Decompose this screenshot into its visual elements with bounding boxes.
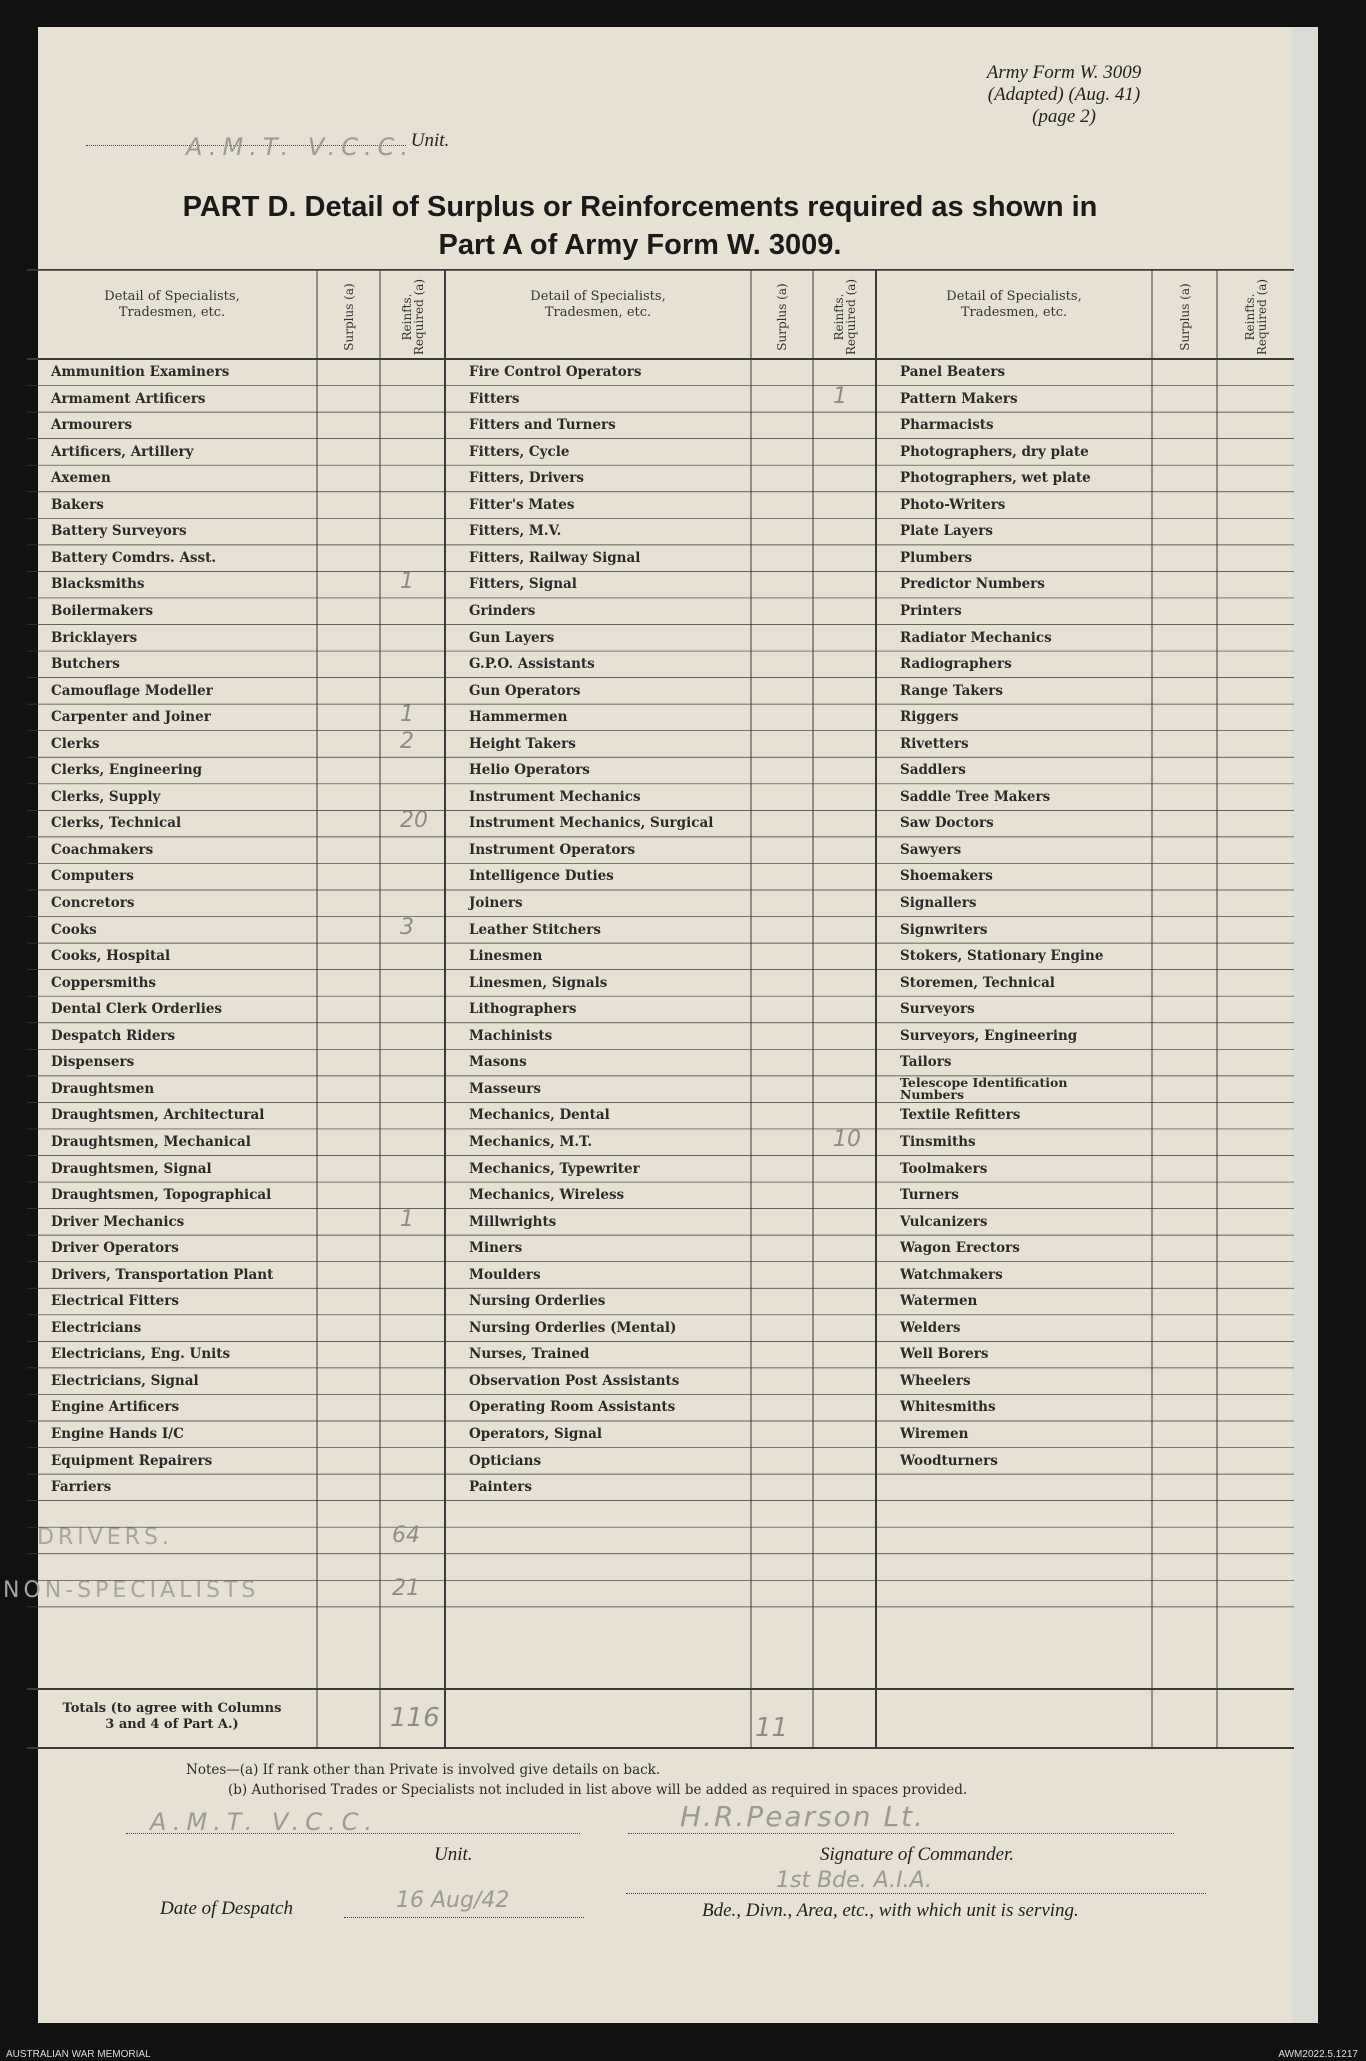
commander-signature-label: Signature of Commander. bbox=[820, 1844, 1015, 1865]
trade-2-14: Hammermen bbox=[469, 709, 568, 726]
form-reference bbox=[934, 62, 1194, 128]
trade-3-6: Photo-Writers bbox=[900, 496, 1006, 513]
trade-3-32: Turners bbox=[900, 1187, 959, 1204]
trade-3-30: Tinsmiths bbox=[900, 1133, 976, 1150]
trade-2-33: Millwrights bbox=[469, 1213, 557, 1230]
trade-1-33: Driver Mechanics bbox=[51, 1213, 185, 1230]
column-header-detail-line1: Detail of Specialists, bbox=[104, 289, 240, 304]
trade-3-22: Signwriters bbox=[900, 921, 988, 938]
trade-1-41: Engine Hands I/C bbox=[51, 1426, 184, 1442]
trade-3-37: Welders bbox=[900, 1319, 961, 1336]
trade-1-26: Despatch Riders bbox=[51, 1027, 176, 1044]
trade-1-31: Draughtsmen, Signal bbox=[51, 1160, 212, 1177]
trade-1-21: Concretors bbox=[51, 895, 135, 911]
trade-3-10: Printers bbox=[900, 602, 962, 619]
trade-2-37: Nursing Orderlies (Mental) bbox=[469, 1319, 677, 1336]
trade-2-3: Fitters and Turners bbox=[469, 417, 616, 434]
trade-3-11: Radiator Mechanics bbox=[900, 629, 1052, 646]
trade-1-20: Computers bbox=[51, 868, 134, 885]
trade-3-21: Signallers bbox=[900, 895, 977, 911]
handwritten-extra-label-2: NON-SPECIALISTS bbox=[3, 1578, 260, 1604]
footer-credit: AUSTRALIAN WAR MEMORIAL bbox=[6, 2049, 151, 2060]
column-header-detail-line2: Tradesmen, etc. bbox=[544, 305, 652, 320]
bde-line bbox=[626, 1893, 1206, 1894]
trade-1-1: Ammunition Examiners bbox=[51, 364, 230, 380]
trade-1-22: Cooks bbox=[51, 921, 97, 938]
reinfts-header-text bbox=[1244, 279, 1268, 355]
trade-1-8: Battery Comdrs. Asst. bbox=[51, 549, 217, 566]
trade-2-11: Gun Layers bbox=[469, 629, 555, 646]
totals-label bbox=[47, 1701, 297, 1733]
trade-2-43: Painters bbox=[469, 1479, 533, 1496]
trade-1-38: Electricians, Eng. Units bbox=[51, 1346, 231, 1363]
trade-3-2: Pattern Makers bbox=[900, 390, 1018, 407]
trade-2-13: Gun Operators bbox=[469, 682, 581, 699]
trade-3-7: Plate Layers bbox=[900, 523, 993, 540]
handwritten-extra-label-1: DRIVERS. bbox=[37, 1525, 173, 1551]
trade-3-36: Watermen bbox=[900, 1293, 978, 1310]
reinfts-header-line1: Reinfts. bbox=[831, 293, 846, 341]
unit-top-label: Unit. bbox=[410, 130, 450, 151]
column-header-detail-line2: Tradesmen, etc. bbox=[118, 305, 226, 320]
trade-2-17: Instrument Mechanics bbox=[469, 788, 641, 805]
trade-2-36: Nursing Orderlies bbox=[469, 1293, 606, 1310]
paper-edge-strip bbox=[1292, 27, 1318, 2023]
handwritten-driver-mechanics: 1 bbox=[400, 1206, 414, 1232]
trade-3-18: Saw Doctors bbox=[900, 815, 994, 832]
trade-2-35: Moulders bbox=[469, 1266, 541, 1283]
trade-3-13: Range Takers bbox=[900, 682, 1003, 699]
trade-1-24: Coppersmiths bbox=[51, 974, 156, 991]
unit-signature-label: Unit. bbox=[434, 1844, 473, 1865]
trade-3-14: Riggers bbox=[900, 709, 959, 726]
trade-2-18: Instrument Mechanics, Surgical bbox=[469, 815, 714, 832]
trade-1-5: Axemen bbox=[51, 470, 111, 487]
trade-3-25: Surveyors bbox=[900, 1001, 975, 1018]
trade-2-28: Masseurs bbox=[469, 1080, 542, 1097]
column-header-reinfts-1 bbox=[383, 277, 443, 357]
trade-1-16: Clerks, Engineering bbox=[51, 762, 203, 779]
trade-1-37: Electricians bbox=[51, 1319, 142, 1336]
column-header-detail-line1: Detail of Specialists, bbox=[946, 289, 1082, 304]
trade-1-7: Battery Surveyors bbox=[51, 523, 187, 540]
column-header-surplus-3 bbox=[1155, 277, 1215, 357]
trade-1-17: Clerks, Supply bbox=[51, 788, 161, 805]
trade-3-39: Wheelers bbox=[900, 1372, 971, 1389]
notes bbox=[186, 1760, 967, 1800]
trade-2-2: Fitters bbox=[469, 390, 520, 407]
trade-2-12: G.P.O. Assistants bbox=[469, 656, 595, 673]
totals-label-line2: 3 and 4 of Part A.) bbox=[105, 1717, 239, 1732]
handwritten-clerks-technical: 20 bbox=[400, 808, 428, 834]
form-ref-line3: (page 2) bbox=[1032, 106, 1096, 127]
column-header-surplus-2 bbox=[752, 277, 812, 357]
trade-1-3: Armourers bbox=[51, 417, 133, 434]
surplus-header-text: Surplus (a) bbox=[775, 283, 789, 351]
trade-1-14: Carpenter and Joiner bbox=[51, 709, 211, 726]
trade-3-1: Panel Beaters bbox=[900, 364, 1006, 380]
trade-1-25: Dental Clerk Orderlies bbox=[51, 1001, 223, 1018]
reinfts-header-line1: Reinfts. bbox=[399, 293, 414, 341]
trade-2-15: Height Takers bbox=[469, 735, 576, 752]
trade-2-32: Mechanics, Wireless bbox=[469, 1187, 625, 1204]
trade-3-27: Tailors bbox=[900, 1054, 952, 1071]
surplus-header-text: Surplus (a) bbox=[1177, 283, 1192, 351]
title-line1: PART D. Detail of Surplus or Reinforcements required as shown in bbox=[182, 191, 1098, 223]
column-header-detail-1 bbox=[27, 289, 317, 321]
trade-2-16: Helio Operators bbox=[469, 762, 590, 779]
trade-2-40: Operating Room Assistants bbox=[469, 1399, 676, 1416]
trade-2-42: Opticians bbox=[469, 1452, 542, 1469]
trade-2-10: Grinders bbox=[469, 602, 536, 619]
trade-1-23: Cooks, Hospital bbox=[51, 948, 171, 965]
trade-3-4: Photographers, dry plate bbox=[900, 443, 1089, 460]
trade-1-13: Camouflage Modeller bbox=[51, 682, 213, 699]
note-b: (b) Authorised Trades or Specialists not included in list above will be added as required in spaces provided. bbox=[228, 1782, 968, 1798]
bde-label: Bde., Divn., Area, etc., with which unit is serving. bbox=[702, 1900, 1079, 1921]
despatch-date-handwritten: 16 Aug/42 bbox=[396, 1888, 510, 1913]
totals-label-line1: Totals (to agree with Columns bbox=[62, 1701, 282, 1716]
trade-3-20: Shoemakers bbox=[900, 868, 993, 885]
column-header-reinfts-2 bbox=[815, 277, 875, 357]
title-line2: Part A of Army Form W. 3009. bbox=[438, 229, 842, 261]
trade-1-4: Artificers, Artillery bbox=[51, 443, 194, 460]
trade-3-15: Rivetters bbox=[900, 735, 969, 752]
trade-1-27: Dispensers bbox=[51, 1054, 135, 1071]
trade-2-6: Fitter's Mates bbox=[469, 496, 575, 513]
trade-1-10: Boilermakers bbox=[51, 602, 154, 619]
trade-1-18: Clerks, Technical bbox=[51, 815, 182, 832]
commander-signature-handwritten: H.R.Pearson Lt. bbox=[680, 1800, 925, 1833]
trade-1-9: Blacksmiths bbox=[51, 576, 145, 593]
trade-3-38: Well Borers bbox=[900, 1346, 989, 1363]
trade-1-32: Draughtsmen, Topographical bbox=[51, 1187, 272, 1204]
trade-3-29: Textile Refitters bbox=[900, 1107, 1021, 1124]
handwritten-blacksmiths: 1 bbox=[400, 569, 414, 595]
trade-2-26: Machinists bbox=[469, 1027, 553, 1044]
trade-2-7: Fitters, M.V. bbox=[469, 523, 562, 540]
handwritten-cooks: 3 bbox=[400, 914, 414, 940]
trade-1-30: Draughtsmen, Mechanical bbox=[51, 1133, 251, 1150]
reinfts-header-line2: Required (a) bbox=[843, 278, 858, 356]
trade-3-16: Saddlers bbox=[900, 762, 966, 779]
unit-top-handwritten: A.M.T. V.C.C. bbox=[186, 133, 414, 161]
trade-2-22: Leather Stitchers bbox=[469, 921, 601, 938]
trade-3-40: Whitesmiths bbox=[900, 1399, 996, 1416]
trade-2-4: Fitters, Cycle bbox=[469, 443, 570, 460]
trade-2-29: Mechanics, Dental bbox=[469, 1107, 610, 1124]
trade-1-42: Equipment Repairers bbox=[51, 1452, 213, 1469]
handwritten-clerks: 2 bbox=[400, 728, 414, 754]
unit-signature-handwritten: A.M.T. V.C.C. bbox=[150, 1808, 378, 1836]
trade-3-35: Watchmakers bbox=[900, 1266, 1003, 1283]
trade-2-30: Mechanics, M.T. bbox=[469, 1133, 593, 1150]
trade-2-34: Miners bbox=[469, 1240, 523, 1257]
trade-3-31: Toolmakers bbox=[900, 1160, 988, 1177]
trade-3-9: Predictor Numbers bbox=[900, 576, 1045, 593]
reinfts-header-text bbox=[401, 279, 425, 355]
trade-3-17: Saddle Tree Makers bbox=[900, 788, 1051, 805]
handwritten-extra-value-1: 64 bbox=[392, 1523, 420, 1549]
trade-2-8: Fitters, Railway Signal bbox=[469, 549, 641, 566]
trade-3-41: Wiremen bbox=[900, 1426, 969, 1442]
form-ref-line2: (Adapted) (Aug. 41) bbox=[987, 84, 1141, 105]
note-a: Notes—(a) If rank other than Private is involved give details on back. bbox=[186, 1762, 661, 1778]
trade-3-24: Storemen, Technical bbox=[900, 974, 1055, 991]
page-title bbox=[0, 188, 1280, 264]
trade-3-33: Vulcanizers bbox=[900, 1213, 988, 1230]
handwritten-extra-value-2: 21 bbox=[392, 1576, 420, 1602]
trade-2-39: Observation Post Assistants bbox=[469, 1372, 680, 1389]
form-ref-line1: Army Form W. 3009 bbox=[986, 62, 1142, 83]
trade-2-5: Fitters, Drivers bbox=[469, 470, 584, 487]
column-header-detail-3 bbox=[876, 289, 1152, 321]
trade-3-5: Photographers, wet plate bbox=[900, 470, 1091, 487]
trade-1-29: Draughtsmen, Architectural bbox=[51, 1107, 265, 1124]
trade-2-21: Joiners bbox=[469, 895, 523, 911]
despatch-date-line bbox=[344, 1917, 584, 1918]
unit-top-field bbox=[86, 130, 486, 161]
trade-1-28: Draughtsmen bbox=[51, 1080, 155, 1097]
trade-1-6: Bakers bbox=[51, 496, 104, 513]
trade-2-9: Fitters, Signal bbox=[469, 576, 577, 593]
reinfts-header-line1: Reinfts. bbox=[1242, 293, 1257, 341]
trade-2-19: Instrument Operators bbox=[469, 841, 636, 858]
bde-handwritten: 1st Bde. A.I.A. bbox=[776, 1868, 933, 1893]
trade-3-19: Sawyers bbox=[900, 841, 962, 858]
despatch-date-label: Date of Despatch bbox=[160, 1898, 293, 1919]
handwritten-mechanics-mt: 10 bbox=[833, 1126, 861, 1152]
trade-2-1: Fire Control Operators bbox=[469, 364, 642, 380]
reinfts-header-line2: Required (a) bbox=[1254, 278, 1269, 356]
trade-2-20: Intelligence Duties bbox=[469, 868, 614, 885]
trade-2-38: Nurses, Trained bbox=[469, 1346, 590, 1363]
trade-1-2: Armament Artificers bbox=[51, 390, 206, 407]
handwritten-carpenter-and-joiner: 1 bbox=[400, 702, 414, 728]
trade-2-25: Lithographers bbox=[469, 1001, 577, 1018]
column-header-surplus-1 bbox=[319, 277, 379, 357]
trade-1-39: Electricians, Signal bbox=[51, 1372, 199, 1389]
trade-3-42: Woodturners bbox=[900, 1452, 998, 1469]
trade-1-15: Clerks bbox=[51, 735, 100, 752]
trade-2-41: Operators, Signal bbox=[469, 1426, 603, 1442]
trade-3-3: Pharmacists bbox=[900, 417, 994, 434]
footer-accession: AWM2022.5.1217 bbox=[1278, 2049, 1358, 2060]
trade-3-8: Plumbers bbox=[900, 549, 973, 566]
trades-table bbox=[3, 269, 1294, 1749]
column-header-detail-2 bbox=[445, 289, 751, 321]
trade-1-12: Butchers bbox=[51, 656, 120, 673]
column-header-reinfts-3 bbox=[1226, 277, 1286, 357]
trade-2-23: Linesmen bbox=[469, 948, 543, 965]
trade-3-12: Radiographers bbox=[900, 656, 1012, 673]
reinfts-header-text bbox=[833, 279, 857, 355]
column-header-detail-line1: Detail of Specialists, bbox=[530, 289, 666, 304]
trade-3-23: Stokers, Stationary Engine bbox=[900, 948, 1104, 965]
trade-2-31: Mechanics, Typewriter bbox=[469, 1160, 640, 1177]
trade-1-34: Driver Operators bbox=[51, 1240, 179, 1257]
handwritten-fitters: 1 bbox=[833, 383, 847, 409]
trade-1-11: Bricklayers bbox=[51, 629, 138, 646]
trade-1-35: Drivers, Transportation Plant bbox=[51, 1266, 274, 1283]
trade-1-40: Engine Artificers bbox=[51, 1399, 180, 1416]
trade-1-19: Coachmakers bbox=[51, 841, 154, 858]
trade-2-27: Masons bbox=[469, 1054, 527, 1071]
reinfts-header-line2: Required (a) bbox=[411, 278, 426, 356]
trade-3-26: Surveyors, Engineering bbox=[900, 1027, 1078, 1044]
trade-3-28: Telescope Identification Numbers bbox=[900, 1074, 1068, 1102]
trade-1-36: Electrical Fitters bbox=[51, 1293, 179, 1310]
trade-3-34: Wagon Erectors bbox=[900, 1240, 1020, 1257]
column-header-detail-line2: Tradesmen, etc. bbox=[960, 305, 1068, 320]
handwritten-total-2: 11 bbox=[755, 1713, 789, 1743]
surplus-header-text: Surplus (a) bbox=[341, 283, 356, 351]
trade-2-24: Linesmen, Signals bbox=[469, 974, 608, 991]
handwritten-total-1: 116 bbox=[390, 1703, 440, 1733]
trade-1-43: Farriers bbox=[51, 1479, 112, 1496]
commander-signature-line bbox=[628, 1833, 1174, 1834]
